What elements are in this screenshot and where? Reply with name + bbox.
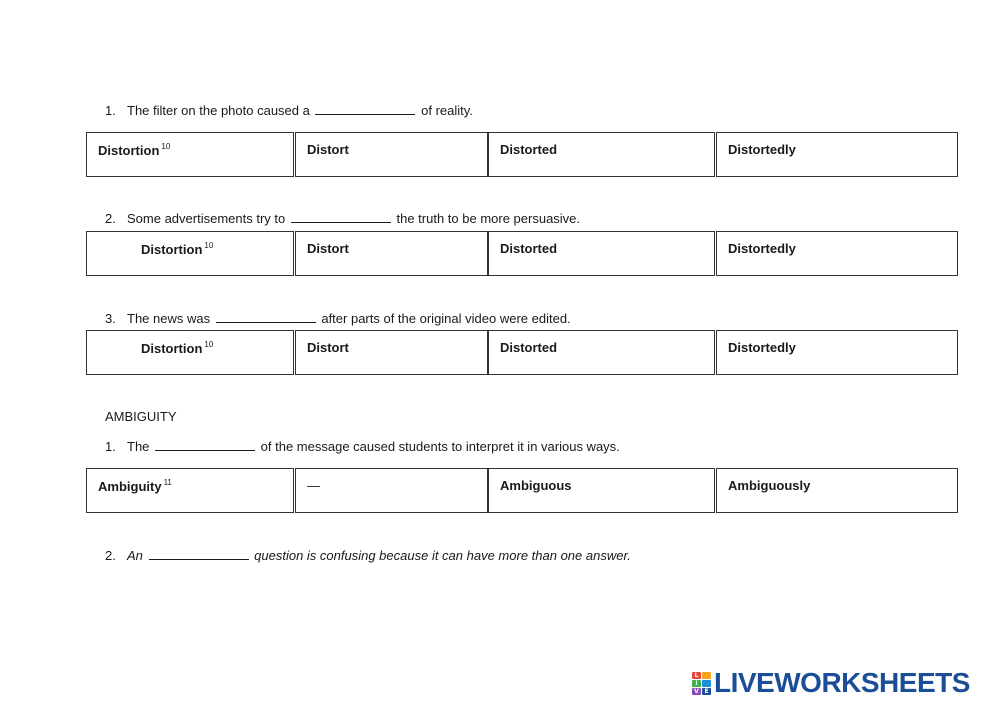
question-text-after: after parts of the original video were edited. [321, 311, 571, 326]
logo-block: L [692, 672, 701, 679]
answer-blank[interactable] [216, 311, 316, 323]
option-cell[interactable] [86, 231, 294, 276]
question-text-after: of reality. [421, 103, 473, 118]
question-3 [105, 311, 571, 327]
option-cell[interactable] [488, 330, 715, 375]
option-cell[interactable] [488, 468, 715, 513]
option-cell[interactable] [488, 132, 715, 177]
question-text-before: The [127, 439, 150, 454]
option-cell[interactable] [86, 468, 294, 513]
option-label: Distortedly [728, 241, 796, 256]
option-label: Distortion [141, 242, 203, 257]
question-2 [105, 211, 580, 227]
question-text-before: The news was [127, 311, 211, 326]
question-text-after: of the message caused students to interpret it in various ways. [260, 439, 620, 454]
question-text-after: the truth to be more persuasive. [396, 211, 581, 226]
logo-text: LIVEWORKSHEETS [714, 667, 970, 698]
logo-block [702, 680, 711, 687]
option-label: Distort [307, 241, 349, 256]
option-label: Distortedly [728, 142, 796, 157]
option-cell[interactable] [86, 132, 294, 177]
option-cell[interactable] [295, 231, 488, 276]
question-text-after: question is confusing because it can have more than one answer. [254, 548, 631, 563]
question-number: 3. [105, 311, 116, 326]
option-cell[interactable] [716, 330, 958, 375]
option-cell[interactable] [86, 330, 294, 375]
question-text-before: The filter on the photo caused a [127, 103, 310, 118]
logo-block: E [702, 688, 711, 695]
answer-blank[interactable] [291, 211, 391, 223]
option-label: Distort [307, 142, 349, 157]
question-number: 1. [105, 103, 116, 118]
question-1 [105, 103, 473, 119]
option-label: Ambiguity [98, 479, 162, 494]
option-cell[interactable] [716, 231, 958, 276]
question-number: 2. [105, 211, 116, 226]
option-label: Distorted [500, 142, 558, 157]
logo-icon [692, 672, 711, 695]
option-label: Distortion [98, 143, 160, 158]
option-superscript: 10 [204, 340, 214, 349]
option-label: Distortedly [728, 340, 796, 355]
question-number: 1. [105, 439, 116, 454]
answer-blank[interactable] [155, 439, 255, 451]
option-label: Distorted [500, 340, 558, 355]
option-cell[interactable] [295, 330, 488, 375]
option-label: Ambiguously [728, 478, 811, 493]
ambiguity-question-1 [105, 439, 620, 455]
option-superscript: 11 [163, 478, 172, 487]
section-heading: AMBIGUITY [105, 409, 177, 424]
option-cell[interactable] [716, 468, 958, 513]
logo-block: V [692, 688, 701, 695]
answer-blank[interactable] [149, 548, 249, 560]
option-superscript: 10 [204, 241, 214, 250]
option-label: Distortion [141, 341, 203, 356]
question-text-before: Some advertisements try to [127, 211, 286, 226]
option-cell[interactable] [716, 132, 958, 177]
option-superscript: 10 [161, 142, 171, 151]
answer-blank[interactable] [315, 103, 415, 115]
question-text-before: An [127, 548, 143, 563]
logo-block [702, 672, 711, 679]
option-label: — [307, 478, 320, 493]
question-number: 2. [105, 548, 116, 563]
option-cell[interactable] [295, 468, 488, 513]
option-cell[interactable] [488, 231, 715, 276]
option-label: Distort [307, 340, 349, 355]
option-cell[interactable] [295, 132, 488, 177]
liveworksheets-logo [692, 668, 970, 698]
logo-block: I [692, 680, 701, 687]
option-label: Distorted [500, 241, 558, 256]
ambiguity-question-2 [105, 548, 631, 564]
option-label: Ambiguous [500, 478, 572, 493]
